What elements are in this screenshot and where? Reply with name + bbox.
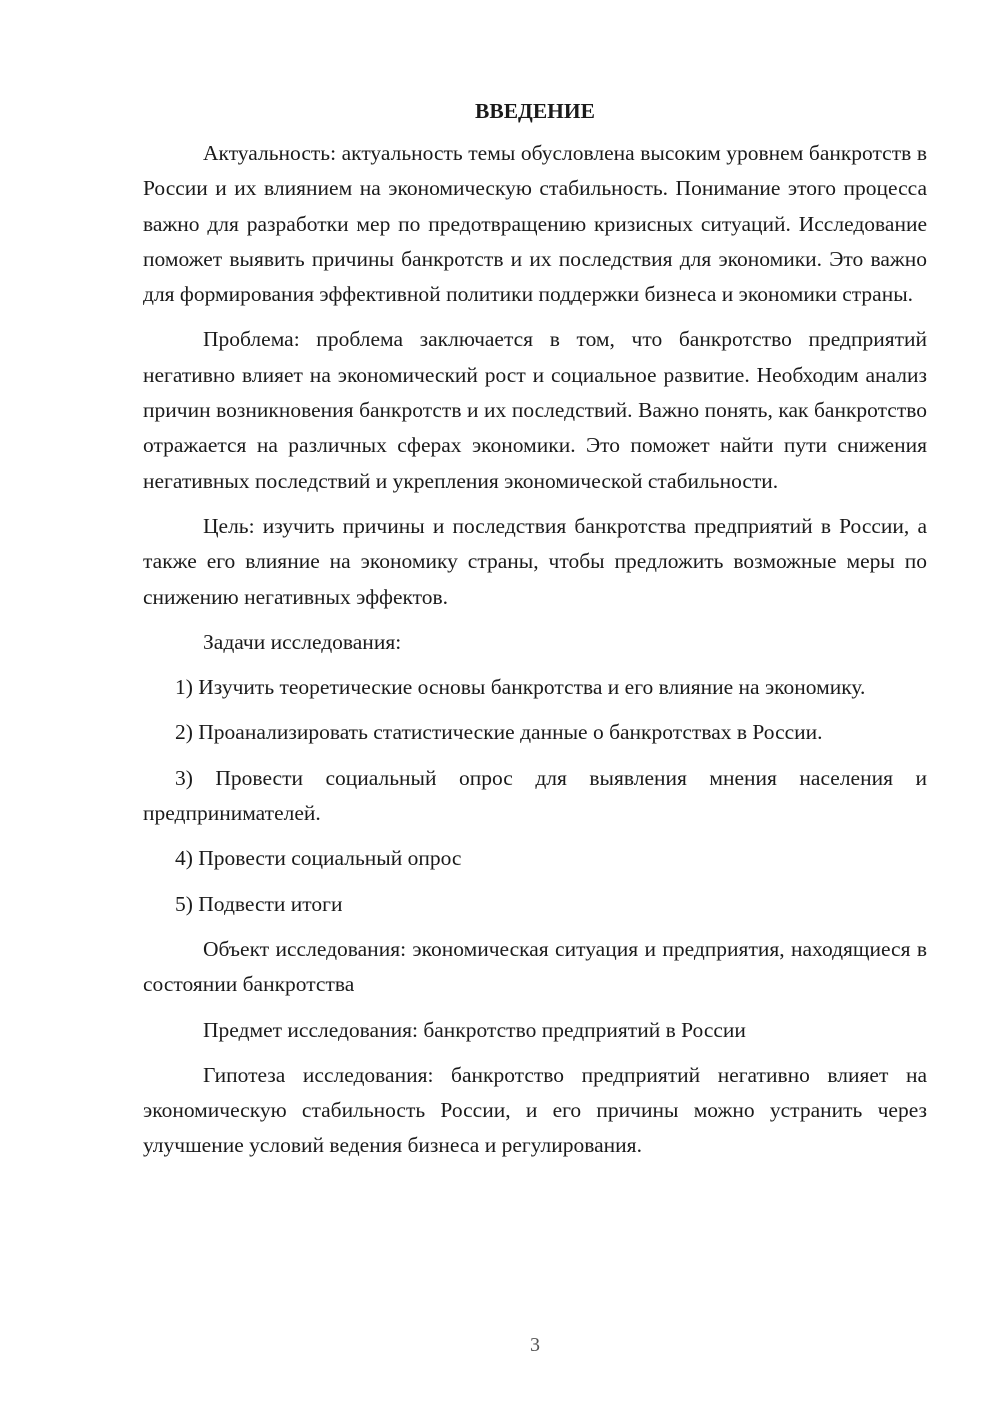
paragraph-goal: Цель: изучить причины и последствия банкротства предприятий в России, а также его влияние на экономику страны, чтобы предложить возможные меры по снижению негативных эффектов. [143, 513, 927, 609]
paragraph-tasks-heading: Задачи исследования: [203, 629, 402, 654]
page-number: 3 [530, 1334, 540, 1356]
paragraph-object: Объект исследования: экономическая ситуация и предприятия, находящиеся в состоянии банкротства [143, 936, 927, 997]
document-body [143, 96, 927, 1174]
paragraph-subject: Предмет исследования: банкротство предприятий в России [203, 1017, 746, 1042]
section-title: ВВЕДЕНИЕ [475, 99, 595, 123]
paragraph-relevance: Актуальность: актуальность темы обусловлена высоким уровнем банкротств в России и их влиянием на экономическую стабильность. Понимание этого процесса важно для разработки мер по предотвращению кризисных ситуаций. Исследование поможет выявить причины банкротств и их последствия для экономики. Это важно для формирования эффективной политики поддержки бизнеса и экономики страны. [143, 141, 927, 307]
task-item: 5) Подвести итоги [175, 891, 343, 916]
paragraph-problem: Проблема: проблема заключается в том, что банкротство предприятий негативно влияет на экономический рост и социальное развитие. Необходим анализ причин возникновения банкротств и их последствий. Важно понять, как банкротство отражается на различных сферах экономики. Это поможет найти пути снижения негативных последствий и укрепления экономической стабильности. [143, 327, 927, 493]
task-item: 4) Провести социальный опрос [175, 846, 462, 871]
task-item: 2) Проанализировать статистические данные о банкротствах в России. [175, 720, 823, 745]
paragraph-hypothesis: Гипотеза исследования: банкротство предприятий негативно влияет на экономическую стабильность России, и его причины можно устранить через улучшение условий ведения бизнеса и регулирования. [143, 1062, 927, 1158]
task-item: 3) Провести социальный опрос для выявления мнения населения и предпринимателей. [143, 765, 927, 826]
task-item: 1) Изучить теоретические основы банкротства и его влияние на экономику. [175, 675, 866, 700]
